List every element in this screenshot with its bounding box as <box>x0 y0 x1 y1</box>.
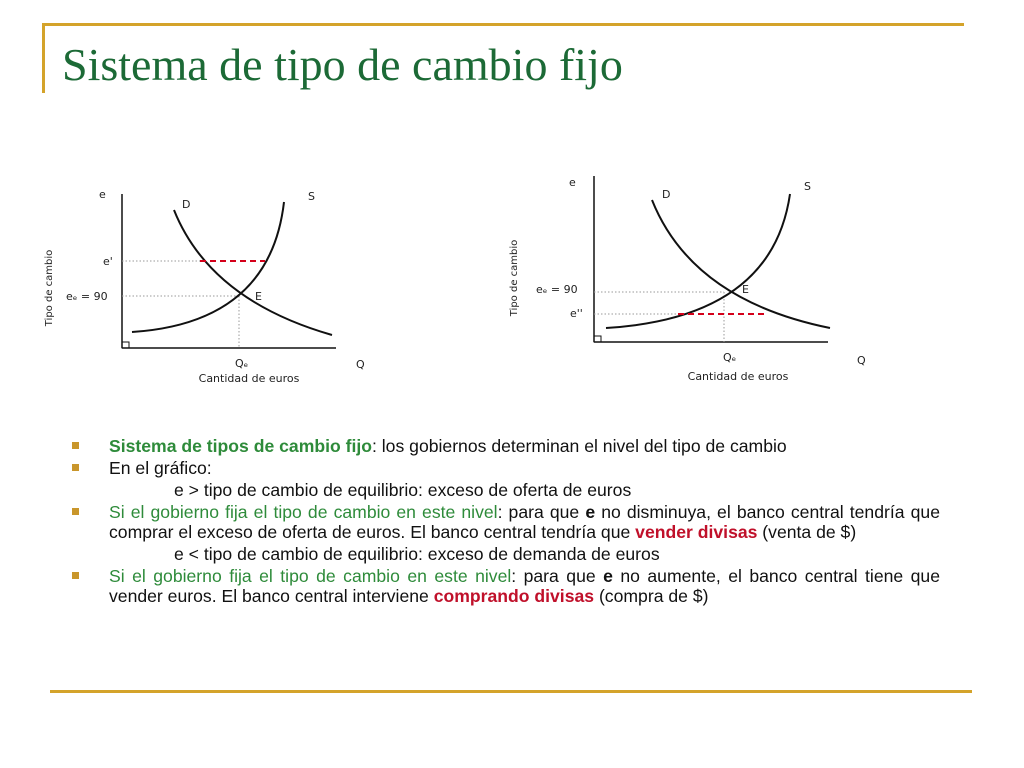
x-axis-letter: Q <box>356 358 365 371</box>
origin-mark <box>122 342 129 348</box>
sell-mid2: no disminuya, el banco central tendría que comprar el exceso de oferta de euros. El banco central tendría que <box>109 502 940 542</box>
bullet-marker <box>72 572 79 579</box>
equilibrium-rate-label: eₑ = 90 <box>66 290 108 303</box>
bullet-list <box>72 436 940 606</box>
y-axis-title: Tipo de cambio <box>509 239 520 317</box>
demand-curve <box>174 210 332 335</box>
y-axis-letter: e <box>569 176 576 189</box>
sell-lead: Si el gobierno fija el tipo de cambio en este nivel <box>109 502 498 522</box>
y-axis-title: Tipo de cambio <box>44 249 55 327</box>
sell-mid1: : para que <box>497 502 586 522</box>
below-equilibrium-text: e < tipo de cambio de equilibrio: exceso de demanda de euros <box>174 544 660 564</box>
sell-var: e <box>585 502 596 522</box>
buy-mid2: no aumente, el banco central tiene que vender euros. El banco central interviene <box>109 566 940 606</box>
sell-emphasis: vender divisas <box>635 522 758 542</box>
buy-var: e <box>603 566 613 586</box>
supply-demand-diagram-excess-demand <box>502 168 882 384</box>
sub-item-below-equilibrium <box>72 544 940 564</box>
e-double-prime-label: e'' <box>570 307 583 320</box>
bullet-buy-currency <box>72 566 940 606</box>
graph-intro-text: En el gráfico: <box>109 458 212 478</box>
buy-tail: (compra de $) <box>594 586 709 606</box>
x-axis-title: Cantidad de euros <box>687 370 789 383</box>
x-axis-title: Cantidad de euros <box>198 372 300 385</box>
definition-term: Sistema de tipos de cambio fijo <box>109 436 372 456</box>
quantity-label: Qₑ <box>723 351 737 364</box>
left-rule <box>42 23 45 93</box>
bullet-marker <box>72 508 79 515</box>
bullet-marker <box>72 464 79 471</box>
quantity-label: Qₑ <box>235 357 249 370</box>
buy-emphasis: comprando divisas <box>433 586 595 606</box>
buy-mid1: : para que <box>511 566 604 586</box>
top-rule <box>42 23 964 26</box>
equilibrium-label: E <box>742 283 749 296</box>
sell-tail: (venta de $) <box>757 522 857 542</box>
demand-label: D <box>182 198 191 211</box>
sub-item-above-equilibrium <box>72 480 940 500</box>
bullet-sell-currency <box>72 502 940 542</box>
bullet-graph-intro <box>72 458 940 478</box>
equilibrium-label: E <box>255 290 262 303</box>
bullet-marker <box>72 442 79 449</box>
origin-mark <box>594 336 601 342</box>
y-axis-letter: e <box>99 188 106 201</box>
above-equilibrium-text: e > tipo de cambio de equilibrio: exceso de oferta de euros <box>174 480 632 500</box>
supply-label: S <box>804 180 811 193</box>
definition-text: : los gobiernos determinan el nivel del tipo de cambio <box>372 436 787 456</box>
x-axis-letter: Q <box>857 354 866 367</box>
slide-title: Sistema de tipo de cambio fijo <box>62 39 623 90</box>
buy-lead: Si el gobierno fija el tipo de cambio en este nivel <box>109 566 512 586</box>
bottom-rule <box>50 690 972 693</box>
e-prime-label: e' <box>103 255 113 268</box>
equilibrium-rate-label: eₑ = 90 <box>536 283 578 296</box>
demand-curve <box>652 200 830 328</box>
supply-demand-diagram-excess-supply <box>36 178 376 390</box>
supply-curve <box>132 202 284 332</box>
bullet-definition <box>72 436 940 456</box>
supply-label: S <box>308 190 315 203</box>
demand-label: D <box>662 188 671 201</box>
